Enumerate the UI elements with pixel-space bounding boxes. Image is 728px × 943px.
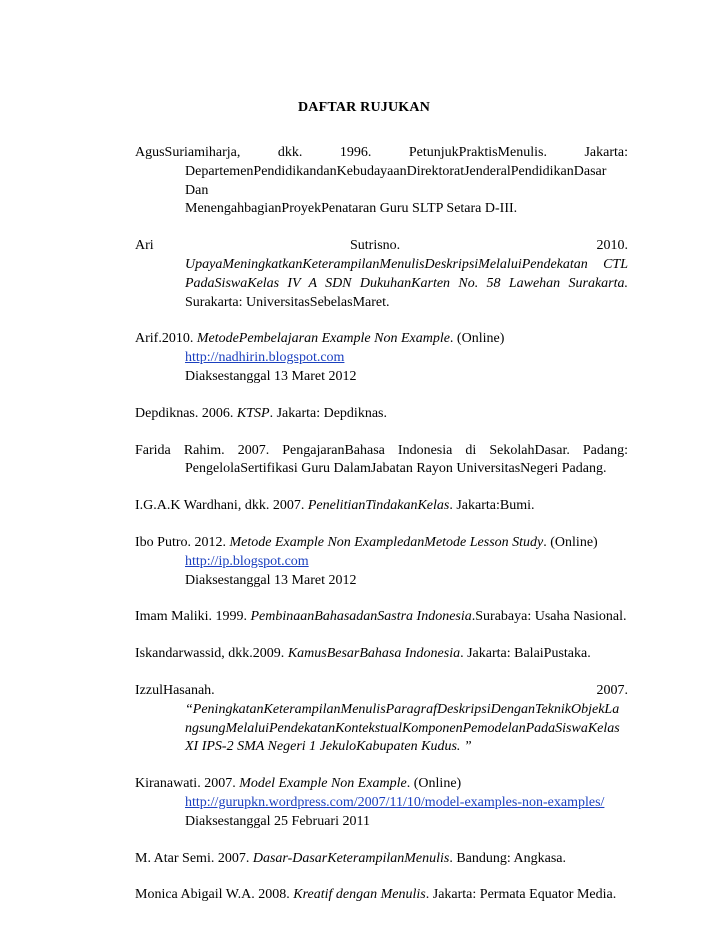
reference-access-date: Diaksestanggal 13 Maret 2012 xyxy=(185,572,357,588)
reference-line xyxy=(135,794,628,813)
reference-line: Surakarta: UniversitasSebelasMaret. xyxy=(185,294,390,310)
reference-line xyxy=(135,645,628,664)
reference-line: IzzulHasanah. 2007. xyxy=(135,682,628,698)
reference-author: Monica Abigail W.A. 2008. xyxy=(135,887,294,903)
reference-author: Kiranawati. 2007. xyxy=(135,776,240,792)
reference-title: MetodePembelajaran Example Non Example xyxy=(196,331,450,347)
reference-line xyxy=(135,497,628,516)
reference-entry xyxy=(135,442,628,480)
reference-title: PenelitianTindakanKelas xyxy=(307,498,450,514)
reference-entry xyxy=(135,608,628,627)
reference-line: DepartemenPendidikandanKebudayaanDirektoratJenderalPendidikanDasar Dan xyxy=(185,163,607,198)
reference-line xyxy=(135,850,628,869)
reference-entry xyxy=(135,330,628,386)
reference-line xyxy=(135,330,628,349)
reference-line xyxy=(135,256,628,275)
reference-entry xyxy=(135,497,628,516)
reference-link[interactable]: http://ip.blogspot.com xyxy=(185,553,309,569)
reference-title: UpayaMeningkatkanKeterampilanMenulisDeskripsiMelaluiPendekatan CTL xyxy=(185,256,628,272)
reference-source: . (Online) xyxy=(543,534,598,550)
reference-entry xyxy=(135,237,628,312)
reference-entry xyxy=(135,144,628,219)
reference-source: . Jakarta: BalaiPustaka. xyxy=(460,646,591,662)
reference-entry xyxy=(135,775,628,831)
reference-source: . Jakarta: Permata Equator Media. xyxy=(425,887,617,903)
reference-entry xyxy=(135,405,628,424)
reference-link[interactable]: http://nadhirin.blogspot.com xyxy=(185,350,345,366)
reference-line xyxy=(135,701,628,720)
reference-source: . (Online) xyxy=(449,331,505,347)
reference-access-date: Diaksestanggal 25 Februari 2011 xyxy=(185,813,370,829)
reference-line xyxy=(135,553,628,572)
reference-author: Arif.2010. xyxy=(135,331,197,347)
reference-entry xyxy=(135,850,628,869)
reference-title: XI IPS-2 SMA Negeri 1 JekuloKabupaten Kudus. ” xyxy=(185,739,472,755)
reference-author: M. Atar Semi. 2007. xyxy=(135,850,253,866)
reference-entry xyxy=(135,645,628,664)
reference-line xyxy=(135,275,628,294)
reference-source: . Jakarta: Depdiknas. xyxy=(269,405,387,421)
reference-author: Depdiknas. 2006. xyxy=(135,405,237,421)
reference-title: Model Example Non Example xyxy=(239,776,407,792)
reference-author: Imam Maliki. 1999. xyxy=(135,609,251,625)
reference-line xyxy=(135,775,628,794)
reference-title: Metode Example Non ExampledanMetode Lesson Study xyxy=(229,534,544,550)
reference-title: KTSP xyxy=(236,405,270,421)
reference-entry xyxy=(135,886,628,905)
reference-author: I.G.A.K Wardhani, dkk. 2007. xyxy=(135,498,308,514)
reference-title: PembinaanBahasadanSastra Indonesia xyxy=(250,609,472,625)
reference-line: PengelolaSertifikasi Guru DalamJabatan Rayon UniversitasNegeri Padang. xyxy=(185,461,607,477)
reference-title: ngsungMelaluiPendekatanKontekstualKomponenPemodelanPadaSiswaKelas xyxy=(185,720,620,736)
reference-entry xyxy=(135,682,628,757)
page-title: DAFTAR RUJUKAN xyxy=(297,100,431,115)
reference-line xyxy=(135,405,628,424)
reference-line xyxy=(135,349,628,368)
reference-title: PadaSiswaKelas IV A SDN DukuhanKarten No. 58 Lawehan Surakarta. xyxy=(185,275,628,291)
reference-entry xyxy=(135,534,628,590)
reference-source: . (Online) xyxy=(406,776,462,792)
reference-access-date: Diaksestanggal 13 Maret 2012 xyxy=(185,368,357,384)
reference-line: AgusSuriamiharja, dkk. 1996. PetunjukPraktisMenulis. Jakarta: xyxy=(135,145,628,160)
reference-link[interactable]: http://gurupkn.wordpress.com/2007/11/10/model-examples-non-examples/ xyxy=(185,794,605,810)
reference-line: Ari Sutrisno. 2010. xyxy=(135,238,628,254)
reference-line xyxy=(135,738,628,757)
reference-line xyxy=(135,720,628,739)
reference-source: . Jakarta:Bumi. xyxy=(449,498,535,514)
reference-list xyxy=(135,144,628,923)
reference-title: KamusBesarBahasa Indonesia xyxy=(287,646,461,662)
reference-line xyxy=(135,608,628,627)
reference-title: Kreatif dengan Menulis xyxy=(293,887,426,903)
reference-line: Farida Rahim. 2007. PengajaranBahasa Indonesia di SekolahDasar. Padang: xyxy=(135,442,628,458)
reference-line: MenengahbagianProyekPenataran Guru SLTP Setara D-III. xyxy=(185,201,518,217)
reference-line xyxy=(135,886,628,905)
reference-title: “PeningkatanKeterampilanMenulisParagrafDeskripsiDenganTeknikObjekLa xyxy=(185,701,620,717)
reference-line xyxy=(135,534,628,553)
reference-source: .Surabaya: Usaha Nasional. xyxy=(471,609,627,625)
reference-author: Ibo Putro. 2012. xyxy=(135,534,230,550)
reference-source: . Bandung: Angkasa. xyxy=(449,850,566,866)
reference-author: Iskandarwassid, dkk.2009. xyxy=(135,646,288,662)
reference-title: Dasar-DasarKeterampilanMenulis xyxy=(252,850,450,866)
